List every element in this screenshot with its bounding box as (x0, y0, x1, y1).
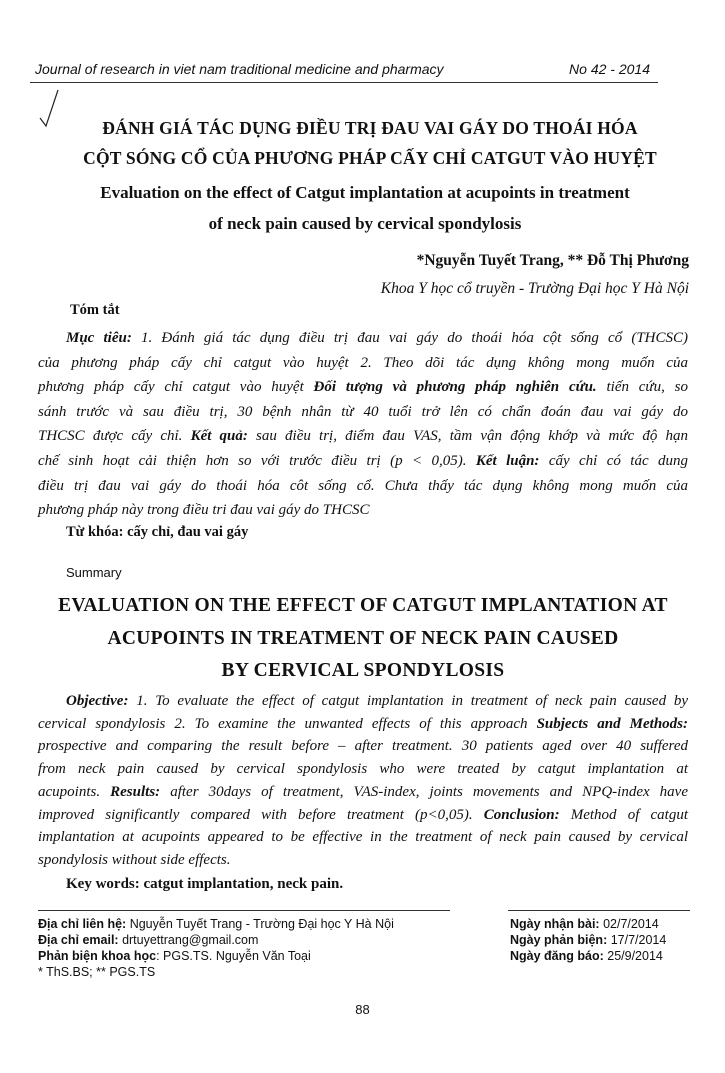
text-run: THCSC được cấy chỉ. (38, 428, 191, 445)
abstract-vn (38, 326, 688, 523)
text-run: improved significantly compared with before treatment (p<0,05). (38, 806, 484, 823)
abstract-en (38, 690, 688, 872)
text-run: điều trị đau vai gáy do thoái hóa côt sống cổ. Chưa thấy tác dụng không mong muốn của (38, 477, 688, 494)
text-run: acupoints. (38, 783, 111, 800)
bold-label: Đối tượng và phương pháp nghiên cứu. (313, 379, 597, 396)
paragraph-line (38, 690, 688, 713)
footer-dates (510, 916, 666, 964)
text-run: spondylosis without side effects. (38, 851, 231, 868)
paragraph-line (38, 351, 688, 376)
keywords-vn: Từ khóa: cấy chỉ, đau vai gáy (66, 524, 249, 540)
footer-contact (38, 916, 394, 980)
title-vn-line-1: ĐÁNH GIÁ TÁC DỤNG ĐIỀU TRỊ ĐAU VAI GÁY DO THOÁI HÓA (102, 118, 638, 138)
published-date: 25/9/2014 (603, 949, 663, 963)
email-label: Địa chỉ email: (38, 933, 119, 947)
page-number: 88 (355, 1002, 370, 1017)
text-run: tiến cứu, so (596, 379, 688, 396)
paragraph-line (38, 713, 688, 736)
email-value: drtuyettrang@gmail.com (118, 933, 259, 947)
text-run: 1. To evaluate the effect of catgut implantation in treatment of neck pain caused by (128, 693, 688, 709)
paragraph-line (38, 735, 688, 758)
reviewed-label: Ngày phản biện: (510, 933, 608, 947)
reviewer-label: Phản biện khoa học (38, 949, 157, 963)
abstract-heading: Tóm tắt (70, 302, 120, 318)
issue-number: No 42 - 2014 (569, 61, 650, 77)
authors: *Nguyễn Tuyết Trang, ** Đỗ Thị Phương (416, 252, 689, 269)
paragraph-line (38, 400, 688, 425)
text-run: phương pháp cấy chỉ catgut vào huyệt (38, 379, 314, 396)
text-run: của phương pháp cấy chỉ catgut vào huyệt 2. Theo dõi tác dụng không mong muốn của (38, 354, 688, 371)
bold-label: Objective: (66, 693, 129, 709)
text-run: cấy chỉ có tác dung (539, 452, 688, 469)
received-date: 02/7/2014 (599, 917, 659, 931)
text-run: from neck pain caused by cervical spondylosis who were treated by catgut implantation at (38, 761, 688, 778)
paragraph-line (38, 375, 688, 400)
paragraph-line (38, 804, 688, 827)
summary-title-line-2: ACUPOINTS IN TREATMENT OF NECK PAIN CAUSED (107, 628, 619, 649)
reviewer-value: : PGS.TS. Nguyễn Văn Toại (156, 949, 311, 963)
contact-label: Địa chỉ liên hệ: (38, 917, 127, 931)
running-header (35, 61, 650, 77)
text-run: after 30days of treatment, VAS-index, joints movements and NPQ-index have (160, 783, 689, 800)
title-en-line-2: of neck pain caused by cervical spondylosis (208, 214, 522, 233)
footer-rule-left (38, 910, 450, 911)
text-run: prospective and comparing the result before – after treatment. 30 patients aged over 40 suffered (38, 738, 688, 755)
paragraph-line (38, 498, 688, 523)
text-run: sánh trước và sau điều trị, 30 bệnh nhân từ 40 tuổi trở lên có chẩn đoán đau vai gáy do (38, 403, 688, 420)
paragraph-line (38, 449, 688, 474)
text-run: phương pháp này trong điều tri đau vai gáy do THCSC (38, 502, 370, 519)
text-run: chế sinh hoạt cải thiện hơn so với trước điều trị (p < 0,05). (38, 452, 476, 469)
paragraph-line (38, 758, 688, 781)
keywords-en: Key words: catgut implantation, neck pain. (66, 876, 344, 892)
paragraph-line (38, 474, 688, 499)
title-en-line-1: Evaluation on the effect of Catgut implantation at acupoints in treatment (100, 183, 630, 202)
received-label: Ngày nhận bài: (510, 917, 600, 931)
paragraph-line (38, 326, 688, 351)
paragraph-line (38, 826, 688, 849)
bold-label: Conclusion: (483, 806, 560, 823)
text-run: Method of catgut (559, 806, 688, 823)
paragraph-line (38, 849, 688, 872)
bold-label: Mục tiêu: (66, 330, 132, 346)
bold-label: Results: (110, 783, 161, 800)
text-run: implantation at acupoints appeared to be effective in the treatment of neck pain caused by cervical (38, 829, 688, 846)
footer-rule-right (508, 910, 690, 911)
degrees-note: * ThS.BS; ** PGS.TS (38, 965, 156, 979)
text-run: 1. Đánh giá tác dụng điều trị đau vai gáy do thoái hóa cột sống cổ (THCSC) (131, 330, 689, 346)
bold-label: Subjects and Methods: (536, 715, 688, 732)
header-rule (30, 82, 658, 83)
published-label: Ngày đăng báo: (510, 949, 604, 963)
summary-title-line-3: BY CERVICAL SPONDYLOSIS (221, 660, 505, 681)
title-vn-line-2: CỘT SÓNG CỔ CỦA PHƯƠNG PHÁP CẤY CHỈ CATGUT VÀO HUYỆT (83, 148, 657, 168)
paragraph-line (38, 781, 688, 804)
contact-value: Nguyễn Tuyết Trang - Trường Đại học Y Hà Nội (126, 917, 394, 931)
affiliation: Khoa Y học cổ truyền - Trường Đại học Y Hà Nội (380, 280, 689, 297)
summary-title-line-1: EVALUATION ON THE EFFECT OF CATGUT IMPLANTATION AT (58, 595, 668, 616)
reviewed-date: 17/7/2014 (607, 933, 667, 947)
paragraph-line (38, 424, 688, 449)
text-run: sau điều trị, điểm đau VAS, tầm vận động khớp và mức độ hạn (247, 428, 688, 445)
journal-name: Journal of research in viet nam traditional medicine and pharmacy (35, 61, 444, 77)
summary-heading: Summary (66, 565, 122, 580)
text-run: cervical spondylosis 2. To examine the unwanted effects of this approach (38, 715, 537, 732)
bold-label: Kết quả: (190, 428, 248, 445)
bold-label: Kết luận: (475, 452, 540, 469)
